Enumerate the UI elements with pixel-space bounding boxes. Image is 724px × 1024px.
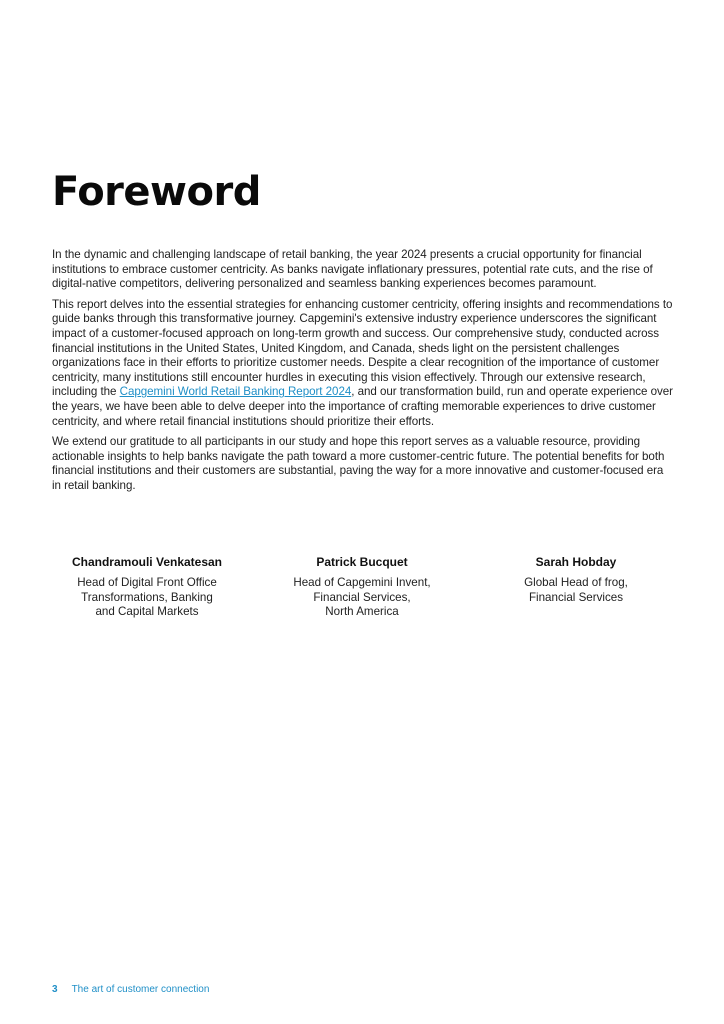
role-line: Head of Capgemini Invent, (293, 576, 431, 589)
page-footer (52, 984, 209, 996)
signatory-3 (481, 554, 671, 605)
role-line: North America (325, 605, 399, 619)
paragraph-text-before-link: This report delves into the essential strategies for enhancing customer centricity, offering insights and recommendations to guide banks through this transformative journey. Capgemini's extensive industry experience underscores the significant impact of a customer-focused approach on long-term growth and success. Our comprehensive study, conducted across financial institutions in the United States, United Kingdom, and Canada, sheds light on the persistent challenges organizations face in their efforts to prioritize customer needs. Despite a clear recognition of the importance of customer centricity, many institutions still encounter hurdles in executing this vision effectively. Through our extensive research, including the (52, 297, 673, 399)
signatory-role (267, 576, 457, 620)
role-line: Financial Services (528, 590, 624, 604)
role-line: Global Head of frog, (524, 576, 628, 589)
signatory-role (52, 576, 242, 620)
signatory-name: Sarah Hobday (535, 555, 617, 569)
role-line: Transformations, Banking (81, 590, 213, 604)
foreword-body (52, 248, 674, 500)
paragraph-gratitude: We extend our gratitude to all participants in our study and hope this report serves as a valuable resource, providing actionable insights to help banks navigate the path toward a more customer-centric future. The potential benefits for both financial institutions and their customers are substantial, paving the way for a more innovative and customer-focused era in retail banking. (52, 435, 665, 492)
signatory-name: Chandramouli Venkatesan (71, 555, 223, 569)
page-number: 3 (52, 984, 58, 995)
paragraph-text-after-link: , and our transformation build, run and operate experience over the years, we have been able to delve deeper into the importance of crafting memorable experiences to drive customer centricity, and where retail financial institutions should prioritize their efforts. (52, 385, 673, 428)
report-title: The art of customer connection (71, 984, 210, 995)
signatories (52, 554, 674, 634)
paragraph-report-overview (52, 298, 674, 429)
role-line: Financial Services, (313, 590, 411, 604)
page-title: Foreword (52, 169, 261, 215)
signatory-role (481, 576, 671, 605)
role-line: Head of Digital Front Office (77, 576, 217, 589)
signatory-1 (52, 554, 242, 620)
paragraph-intro: In the dynamic and challenging landscape of retail banking, the year 2024 presents a crucial opportunity for financial institutions to embrace customer centricity. As banks navigate inflationary pressures, potential rate cuts, and the rise of digital-native competitors, delivering personalized and seamless banking experiences becomes paramount. (52, 248, 653, 291)
role-line: and Capital Markets (95, 605, 199, 619)
signatory-2 (267, 554, 457, 620)
report-link[interactable]: Capgemini World Retail Banking Report 2024 (119, 385, 352, 399)
signatory-name: Patrick Bucquet (316, 555, 408, 569)
